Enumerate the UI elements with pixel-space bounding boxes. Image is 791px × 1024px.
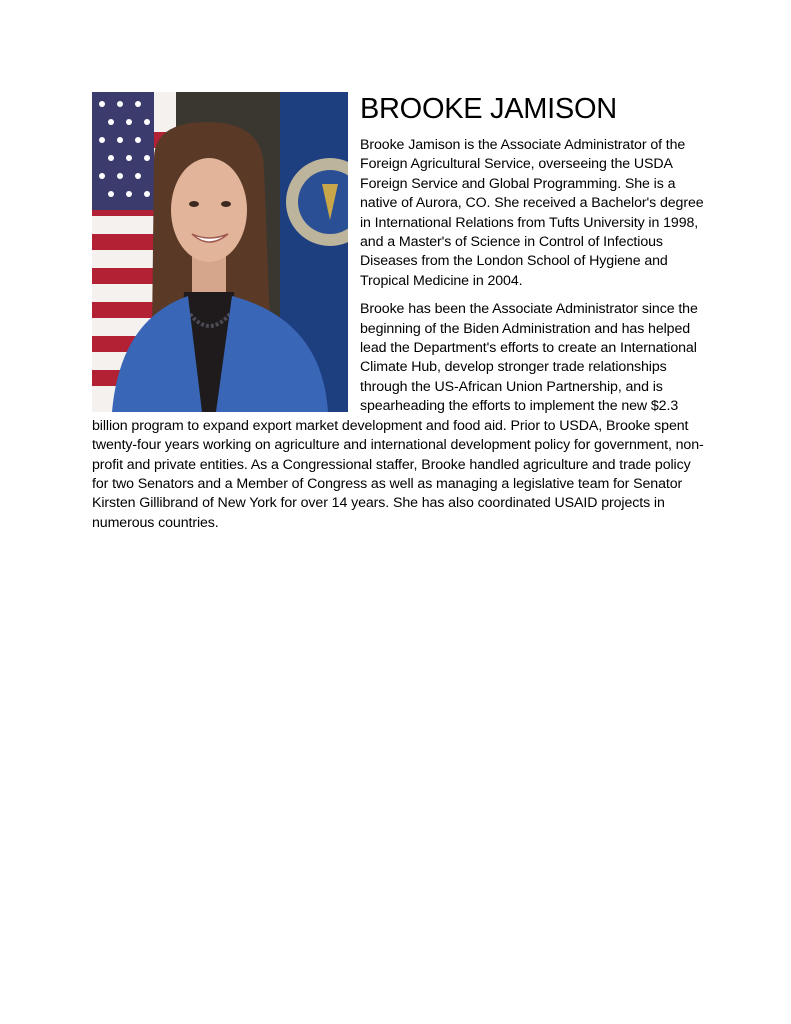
person-name-heading: BROOKE JAMISON [360,93,617,125]
bio-paragraph-2: Brooke has been the Associate Administrator since the beginning of the Biden Administration and has helped lead the Department's efforts to create an International Climate Hub, develop stronger trade relationships through the US-African Union Partnership, and is spearheading the efforts to implement the new $2.3 billion program to expand export market development and food aid. Prior to USDA, Brooke spent twenty-four years working on agriculture and international development policy for government, non-profit and private entities. As a Congressional staffer, Brooke handled agriculture and trade policy for two Senators and a Member of Congress as well as managing a legislative team for Senator Kirsten Gillibrand of New York for over 14 years. She has also coordinated USAID projects in numerous countries. [92,301,704,531]
bio-paragraph-1: Brooke Jamison is the Associate Administrator of the Foreign Agricultural Service, overseeing the USDA Foreign Service and Global Programming. She is a native of Aurora, CO. She received a Bachelor's degree in International Relations from Tufts University in 1998, and a Master's of Science in Control of Infectious Diseases from the London School of Hygiene and Tropical Medicine in 2004. [360,137,704,289]
bio-page [92,88,704,542]
face-shape [171,158,247,262]
right-eye [221,201,231,207]
left-eye [189,201,199,207]
portrait-photo [92,92,348,412]
